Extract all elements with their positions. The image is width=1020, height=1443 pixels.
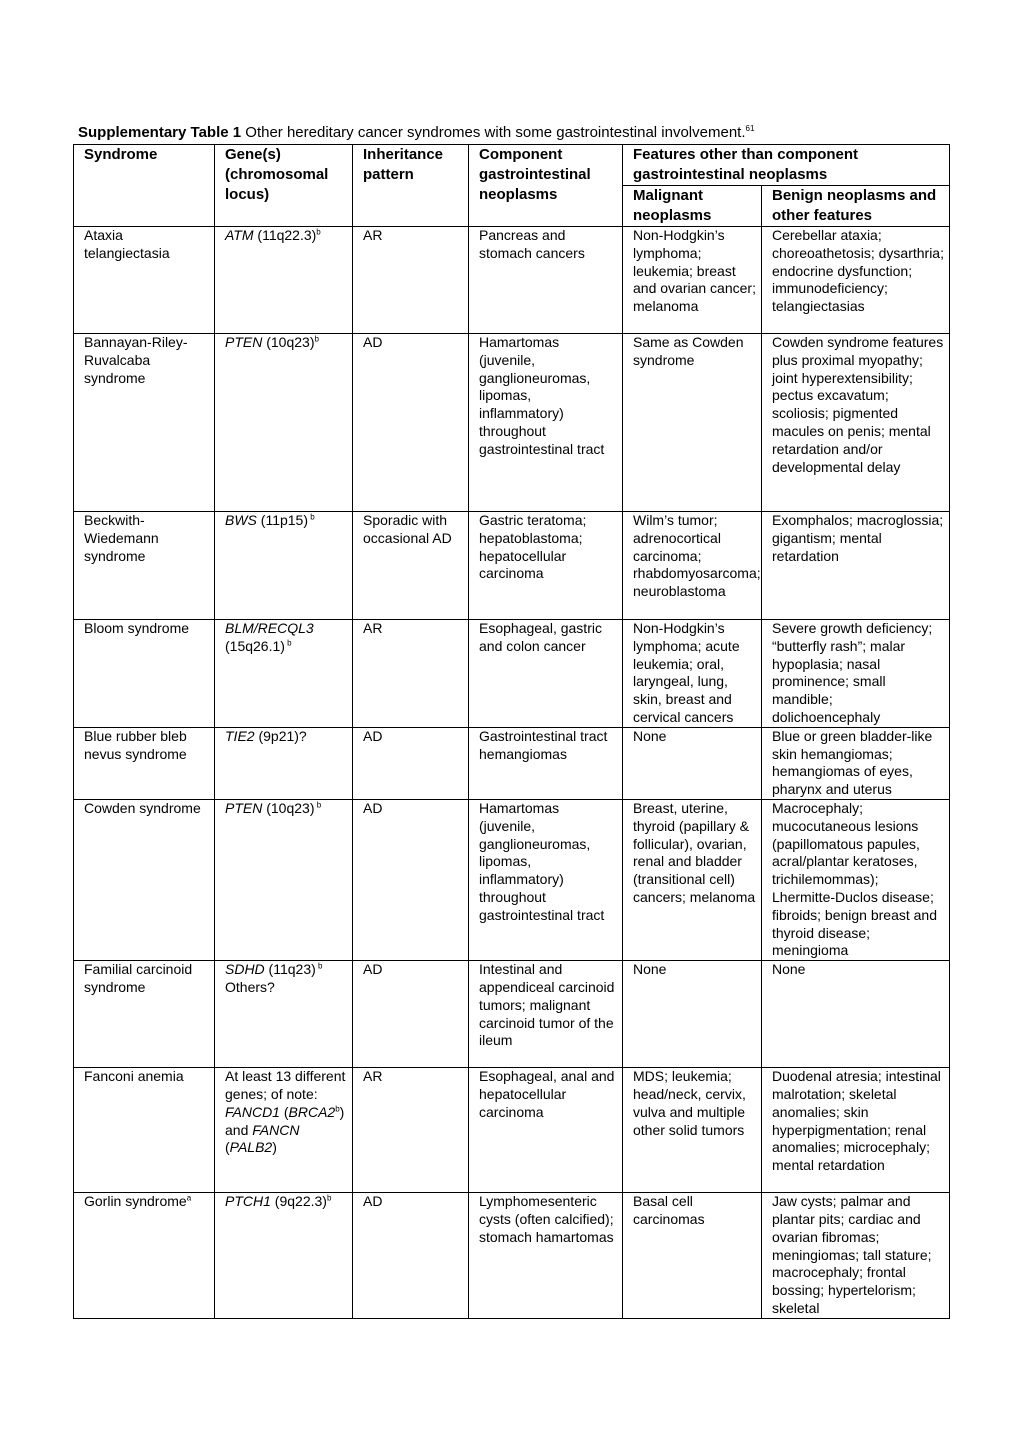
- cell-genes: BWS (11p15) $^b$: [215, 512, 353, 620]
- cell-component: Gastrointestinal tract hemangiomas: [469, 727, 623, 799]
- header-features: Features other than component gastrointestinal neoplasms: [623, 145, 950, 186]
- cell-inheritance: AD: [353, 334, 469, 512]
- cell-malignant: Non-Hodgkin’s lymphoma; acute leukemia; oral, laryngeal, lung, skin, breast and cervical cancers: [623, 620, 762, 728]
- header-component: Component gastrointestinal neoplasms: [469, 145, 623, 227]
- table-row: [74, 512, 950, 620]
- header-syndrome: Syndrome: [74, 145, 215, 227]
- cell-syndrome: Gorlin syndrome$^a$: [74, 1193, 215, 1319]
- cell-component: Hamartomas (juvenile, ganglioneuromas, lipomas, inflammatory) throughout gastrointestinal tract: [469, 799, 623, 960]
- cell-syndrome: Fanconi anemia: [74, 1068, 215, 1193]
- cell-inheritance: AD: [353, 727, 469, 799]
- cell-malignant: Basal cell carcinomas: [623, 1193, 762, 1319]
- cell-syndrome: Bannayan-Riley-Ruvalcaba syndrome: [74, 334, 215, 512]
- header-genes: Gene(s) (chromosomal locus): [215, 145, 353, 227]
- table-row: [74, 334, 950, 512]
- cell-component: Gastric teratoma; hepatoblastoma; hepatocellular carcinoma: [469, 512, 623, 620]
- header-inheritance: Inheritance pattern: [353, 145, 469, 227]
- header-benign: Benign neoplasms and other features: [762, 186, 950, 227]
- cell-benign: Cowden syndrome features plus proximal myopathy; joint hyperextensibility; pectus excavatum; scoliosis; pigmented macules on penis; mental retardation and/or developmental delay: [762, 334, 950, 512]
- cell-benign: Blue or green bladder-like skin hemangiomas; hemangiomas of eyes, pharynx and uterus: [762, 727, 950, 799]
- cell-inheritance: AD: [353, 961, 469, 1068]
- table-row: [74, 961, 950, 1068]
- cell-inheritance: Sporadic with occasional AD: [353, 512, 469, 620]
- table-row: [74, 1068, 950, 1193]
- cell-genes: PTCH1 $(9q22.3)^b$: [215, 1193, 353, 1319]
- cell-benign: Exomphalos; macroglossia; gigantism; mental retardation: [762, 512, 950, 620]
- cell-component: Esophageal, anal and hepatocellular carcinoma: [469, 1068, 623, 1193]
- cell-malignant: Wilm’s tumor; adrenocortical carcinoma; rhabdomyosarcoma; neuroblastoma: [623, 512, 762, 620]
- cell-malignant: Breast, uterine, thyroid (papillary & follicular), ovarian, renal and bladder (transitional cell) cancers; melanoma: [623, 799, 762, 960]
- cell-genes: At least 13 different genes; of note: FANCD1 (BRCA2$^b$) and FANCN (PALB2): [215, 1068, 353, 1193]
- cell-syndrome: Blue rubber bleb nevus syndrome: [74, 727, 215, 799]
- cell-component: Hamartomas (juvenile, ganglioneuromas, lipomas, inflammatory) throughout gastrointestinal tract: [469, 334, 623, 512]
- cell-syndrome: Familial carcinoid syndrome: [74, 961, 215, 1068]
- table-row: [74, 227, 950, 334]
- cell-syndrome: Ataxia telangiectasia: [74, 227, 215, 334]
- header-malignant: Malignant neoplasms: [623, 186, 762, 227]
- cell-inheritance: AD: [353, 1193, 469, 1319]
- table-caption: [78, 124, 958, 142]
- caption-reference: 61: [745, 124, 755, 133]
- cell-genes: PTEN (10q23) $^b$: [215, 799, 353, 960]
- cell-inheritance: AR: [353, 1068, 469, 1193]
- cell-component: Lymphomesenteric cysts (often calcified); stomach hamartomas: [469, 1193, 623, 1319]
- cell-benign: Duodenal atresia; intestinal malrotation; skeletal anomalies; skin hyperpigmentation; renal anomalies; microcephaly; mental retardation: [762, 1068, 950, 1193]
- cell-benign: None: [762, 961, 950, 1068]
- cell-benign: Cerebellar ataxia; choreoathetosis; dysarthria; endocrine dysfunction; immunodeficiency; telangiectasias: [762, 227, 950, 334]
- cell-benign: Severe growth deficiency; “butterfly rash”; malar hypoplasia; nasal prominence; small mandible; dolichoencephaly: [762, 620, 950, 728]
- cell-benign: Jaw cysts; palmar and plantar pits; cardiac and ovarian fibromas; meningiomas; tall stature; macrocephaly; frontal bossing; hypertelorism; skeletal: [762, 1193, 950, 1319]
- cell-component: Pancreas and stomach cancers: [469, 227, 623, 334]
- cell-malignant: MDS; leukemia; head/neck, cervix, vulva and multiple other solid tumors: [623, 1068, 762, 1193]
- table-row: [74, 620, 950, 728]
- cell-genes: TIE2 (9p21)?: [215, 727, 353, 799]
- cell-syndrome: Bloom syndrome: [74, 620, 215, 728]
- cell-component: Esophageal, gastric and colon cancer: [469, 620, 623, 728]
- cell-inheritance: AR: [353, 620, 469, 728]
- table-row: [74, 1193, 950, 1319]
- cell-genes: SDHD (11q23) $^b$ Others?: [215, 961, 353, 1068]
- caption-text: Other hereditary cancer syndromes with some gastrointestinal involvement.: [241, 124, 746, 141]
- cell-syndrome: Beckwith-Wiedemann syndrome: [74, 512, 215, 620]
- syndrome-table: [73, 144, 950, 1319]
- cell-inheritance: AR: [353, 227, 469, 334]
- cell-syndrome: Cowden syndrome: [74, 799, 215, 960]
- cell-malignant: None: [623, 961, 762, 1068]
- cell-malignant: None: [623, 727, 762, 799]
- cell-benign: Macrocephaly; mucocutaneous lesions (papillomatous papules, acral/plantar keratoses, trichilemommas); Lhermitte-Duclos disease; fibroids; benign breast and thyroid disease; meningioma: [762, 799, 950, 960]
- caption-label: Supplementary Table 1: [78, 124, 242, 141]
- cell-genes: PTEN $(10q23)^b$: [215, 334, 353, 512]
- cell-genes: BLM/RECQL3 (15q26.1) $^b$: [215, 620, 353, 728]
- table-row: [74, 799, 950, 960]
- cell-inheritance: AD: [353, 799, 469, 960]
- table-row: [74, 727, 950, 799]
- cell-malignant: Same as Cowden syndrome: [623, 334, 762, 512]
- cell-component: Intestinal and appendiceal carcinoid tumors; malignant carcinoid tumor of the ileum: [469, 961, 623, 1068]
- cell-genes: ATM $(11q22.3)^b$: [215, 227, 353, 334]
- cell-malignant: Non-Hodgkin’s lymphoma; leukemia; breast and ovarian cancer; melanoma: [623, 227, 762, 334]
